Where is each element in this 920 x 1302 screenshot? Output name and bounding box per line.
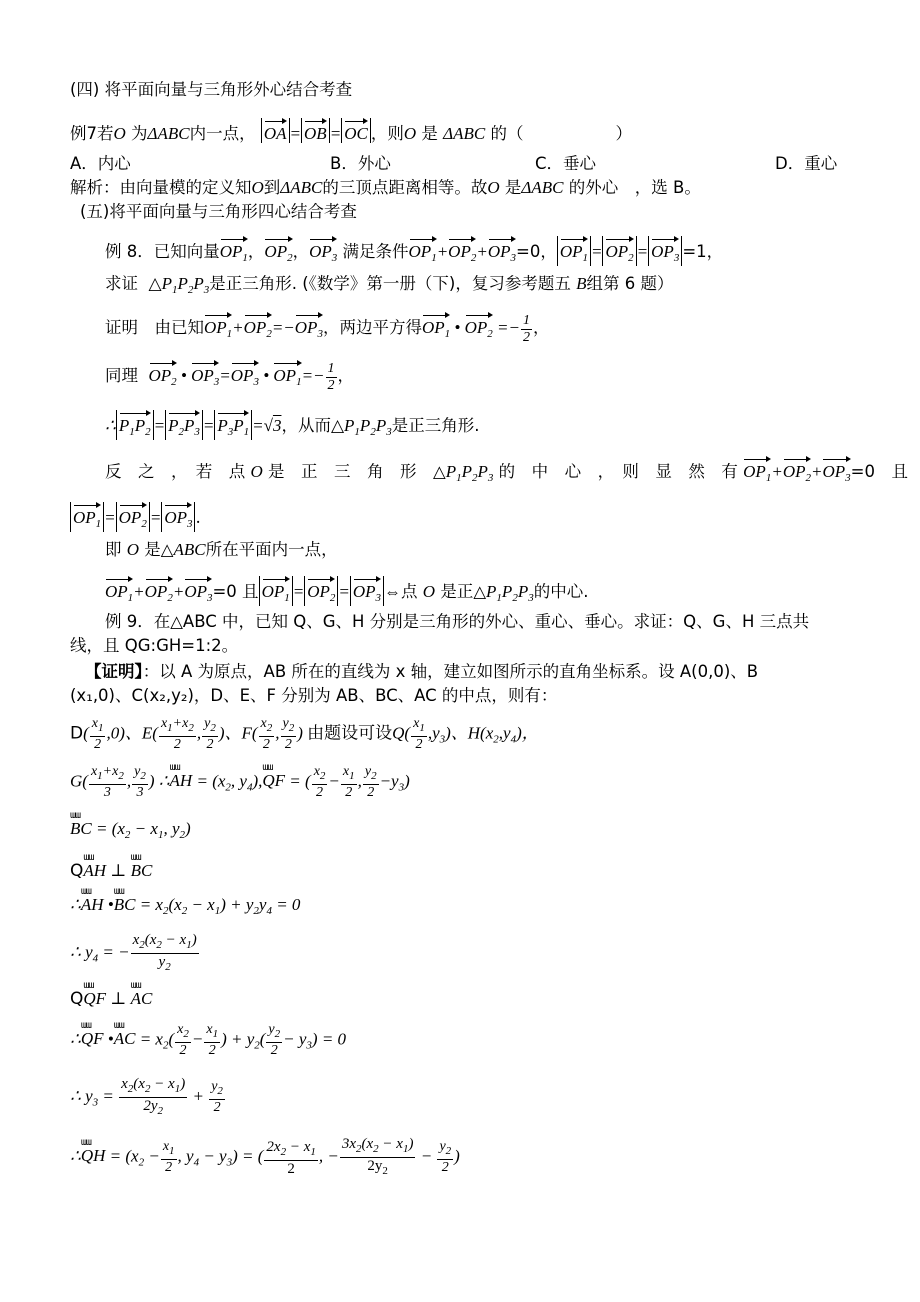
- option-d: D．重心: [775, 154, 838, 173]
- example-8-line: 例 8．已知向量$OP_1$，$OP_2$，$OP_3$ 满足条件$OP_1+OP_2+OP_3=0$， $OP_1 = OP_2 = OP_3 =1$，: [105, 236, 723, 266]
- option-c: C．垂心: [535, 154, 597, 173]
- perp-qf-ac: Q ɯɯ QF ⊥ ɯɯ AC: [70, 980, 153, 1009]
- y3-formula: ∴ $y_3$ = $\frac{x_2(x_2 - x_1)}{2y_2}$ + $\frac{y_2}{2}$: [70, 1076, 223, 1117]
- proof-9-line-2: (x₁,0)、C(x₂,y₂)，D、E、F 分别为 AB、BC、AC 的中点，则有：: [70, 686, 558, 705]
- perp-ah-bc: Q ɯɯ AH ⊥ ɯɯ BC: [70, 852, 153, 881]
- prove-line: 求证 $\triangle P_1P_2P_3$是正三角形. (《数学》第一册（下)，复习参考题五 B组第 6 题）: [105, 274, 674, 296]
- option-b: B．外心: [330, 154, 391, 173]
- bc-formula: ɯɯ BC = ($x_2 - x_1$, $y_2$): [70, 810, 191, 841]
- section-heading-5: (五)将平面向量与三角形四心结合考查: [80, 202, 357, 221]
- conclusion-line: $OP_1+OP_2+OP_3=0$ 且 $OP_1 = OP_2 = OP_3$ ⇔点 O 是正$\triangle P_1P_2P_3$的中心.: [105, 576, 588, 608]
- example-9-line-1: 例 9．在△ABC 中，已知 Q、G、H 分别是三角形的外心、重心、垂心。求证：Q、G、H 三点共: [105, 612, 810, 631]
- midpoints-formula: D( $\frac{x_1}{2}$ ,0)、E( $\frac{x_1+x_2}{2}$ , $\frac{y_2}{2}$ )、F( $\frac{x_2}{2}$ , $\frac{y_2}{2}$ ) 由题设可设Q( $\frac{x_1}{2}$ $,y_3$)、$H(x_2,y_4)$，: [70, 716, 539, 752]
- dot-ah-bc: ∴ ɯɯ AH • ɯɯ BC = $x_2(x_2 - x_1) + y_2y_4 = 0$: [70, 886, 301, 917]
- example-7-line: 例7若O 为ΔABC内一点， OA = OB = OC ，则O 是 ΔABC 的（ ）: [70, 118, 632, 144]
- option-a: A．内心: [70, 154, 131, 173]
- same-line: 同理 $OP_2$ • $OP_3=OP_3$ • $OP_1=-$ $\frac{1}{2}$ ，: [105, 360, 355, 393]
- example-9-line-2: 线，且 QG:GH=1:2。: [70, 636, 239, 655]
- hence-line: ∴ $P_1P_2 = P_2P_3 = P_3P_1 =√3$，从而$\triangle P_1P_2P_3$是正三角形.: [105, 410, 479, 442]
- analysis-line: 解析：由向量模的定义知O到ΔABC的三顶点距离相等。故O 是ΔABC 的外心 ，选 B。: [70, 178, 701, 197]
- centroid-formula: G( $\frac{x_1+x_2}{3}$ , $\frac{y_2}{3}$ ) ∴ ɯɯ AH = ($x_2$, $y_4$), ɯɯ QF = ( $\frac{x_2}{2}$ − $\frac{x_1}{2}$ , $\frac{y_2}{2}$ $-y_3$): [70, 762, 410, 800]
- proof-9-line-1: 【证明】：以 A 为原点，AB 所在的直线为 x 轴，建立如图所示的直角坐标系。设 A(0,0)、B: [85, 662, 759, 681]
- dot-qf-ac: ∴ ɯɯ QF • ɯɯ AC = $x_2$( $\frac{x_2}{2}$ − $\frac{x_1}{2}$ ) + $y_2$( $\frac{y_2}{2}$ − $y_3) = 0$: [70, 1020, 347, 1058]
- qh-formula: ∴ ɯɯ QH = ($x_2$ − $\frac{x_1}{2}$ , $y_4 - y_3$) = ( $\frac{2x_2 - x_1}{2}$ , − $\frac{3x_2(x_2 - x_1)}{2y_2}$ − $\frac{y_2}{2}$ ): [70, 1136, 460, 1177]
- section-heading-4: (四) 将平面向量与三角形外心结合考查: [70, 80, 353, 99]
- y4-formula: ∴ $y_4$ = − $\frac{x_2(x_2 - x_1)}{y_2}$: [70, 932, 197, 973]
- ie-line: 即 O 是△ABC所在平面内一点，: [105, 540, 338, 559]
- converse-line: 反 之 ， 若 点 O 是 正 三 角 形 $\triangle P_1P_2P_3$ 的 中 心 ， 则 显 然 有 $OP_1+OP_2+OP_3=0$ 且: [105, 456, 908, 488]
- proof-line: 证明 由已知$OP_1+OP_2=-OP_3$，两边平方得$OP_1$ • $OP_2$ =− $\frac{1}{2}$ ，: [105, 312, 550, 345]
- converse-line-2: $OP_1 = OP_2 = OP_3$ .: [70, 502, 201, 532]
